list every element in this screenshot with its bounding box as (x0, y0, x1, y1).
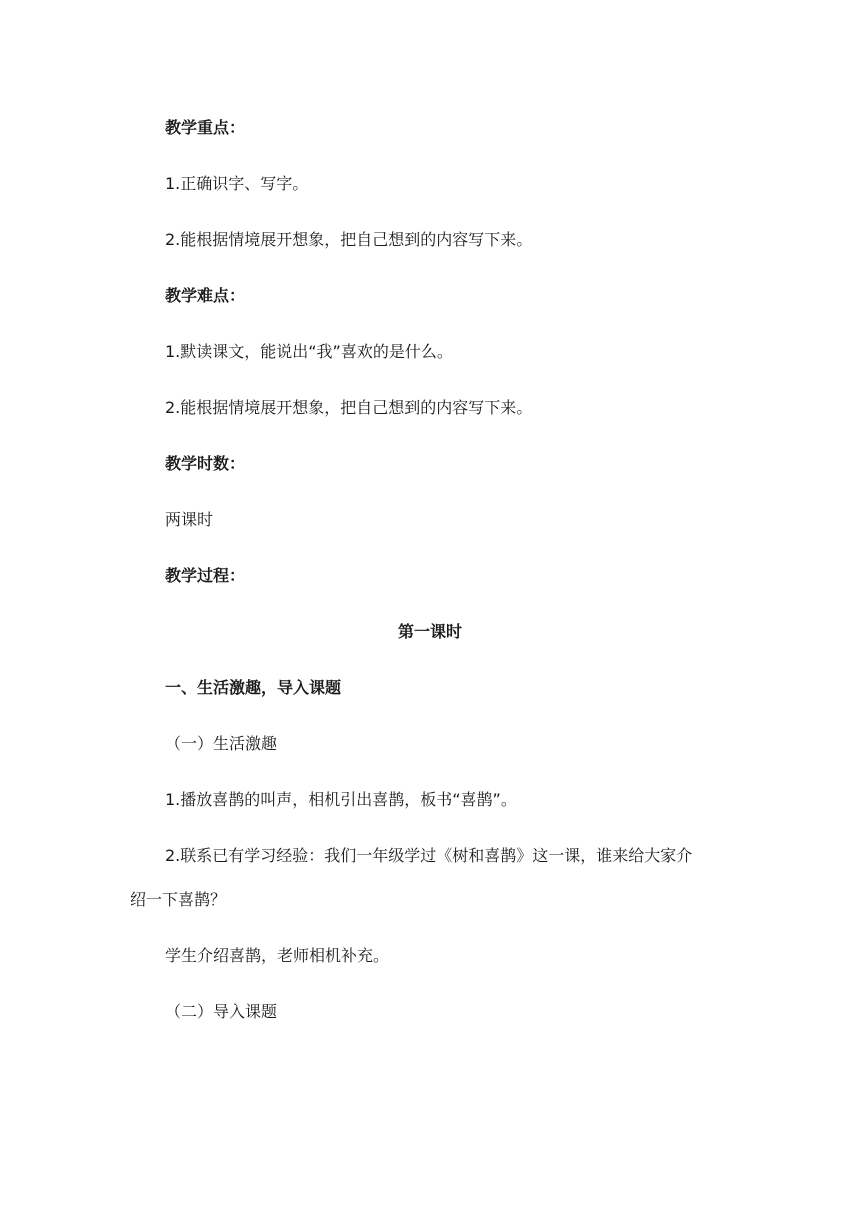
part-one-heading: 一、生活激趣，导入课题 (165, 678, 342, 697)
difficulty-2: 2.能根据情境展开想象，把自己想到的内容写下来。 (165, 398, 533, 417)
class-hours-value: 两课时 (165, 510, 214, 529)
heading-key-points: 教学重点： (165, 118, 246, 137)
part-one-step-two-note: 学生介绍喜鹊，老师相机补充。 (165, 946, 390, 965)
difficulty-1: 1.默读课文，能说出“我”喜欢的是什么。 (165, 342, 453, 361)
part-one-step-one: 1.播放喜鹊的叫声，相机引出喜鹊，板书“喜鹊”。 (165, 790, 517, 809)
heading-process: 教学过程： (165, 566, 246, 585)
key-point-1: 1.正确识字、写字。 (165, 174, 309, 193)
part-one-sub-two: （二）导入课题 (165, 1002, 278, 1021)
heading-class-hours: 教学时数： (165, 454, 246, 473)
key-point-2: 2.能根据情境展开想象，把自己想到的内容写下来。 (165, 230, 533, 249)
lesson-title: 第一课时 (397, 622, 462, 641)
part-one-sub-one: （一）生活激趣 (165, 734, 278, 753)
part-one-step-two-line2: 绍一下喜鹊？ (130, 890, 227, 909)
heading-difficulties: 教学难点： (165, 286, 246, 305)
part-one-step-two-line1: 2.联系已有学习经验：我们一年级学过《树和喜鹊》这一课，谁来给大家介 (165, 846, 693, 865)
